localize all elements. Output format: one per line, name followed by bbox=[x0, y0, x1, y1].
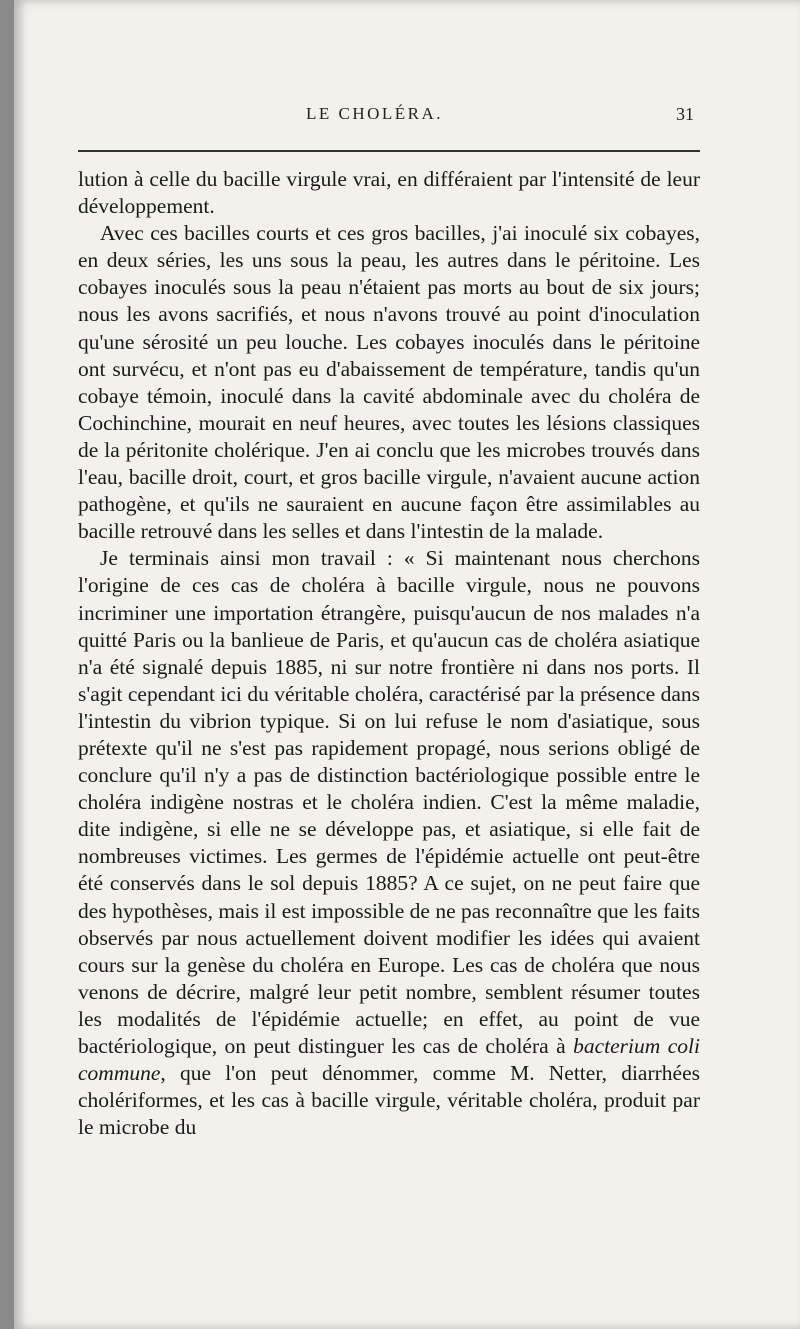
italic-term: bacterium coli commune bbox=[78, 1034, 700, 1086]
page-number: 31 bbox=[676, 104, 694, 124]
paragraph-text: , que l'on peut dénommer, comme M. Netter, diarrhées cholériformes, et les cas à bacille virgule, véritable choléra, produit par le microbe du bbox=[78, 1061, 700, 1140]
paragraph-text: Je terminais ainsi mon travail : « Si maintenant nous cherchons l'origine de ces cas de choléra à bacille virgule, nous ne pouvons incriminer une importation étrangère, puisqu'aucun de nos malades n'a quitté Paris ou la banlieue de Paris, et qu'aucun cas de choléra asiatique n'a été signalé depuis 1885, ni sur notre frontière ni dans nos ports. Il s'agit cependant ici du véritable choléra, caractérisé par la présence dans l'intestin du vibrion typique. Si on lui refuse le nom d'asiatique, sous prétexte qu'il ne s'est pas rapidement propagé, nous serions obligé de conclure qu'il n'y a pas de distinction bactériologique possible entre le choléra indigène nostras et le choléra indien. C'est la même maladie, dite indigène, si elle ne se développe pas, et asiatique, si elle fait de nombreuses victimes. Les germes de l'épidémie actuelle ont peut-être été conservés dans le sol depuis 1885? A ce sujet, on ne peut faire que des hypothèses, mais il est impossible de ne pas reconnaître que les faits observés par nous actuellement doivent modifier les idées qui avaient cours sur la genèse du choléra en Europe. Les cas de choléra que nous venons de décrire, malgré leur petit nombre, semblent résumer toutes les modalités de l'épidémie actuelle; en effet, au point de vue bactériologique, on peut distinguer les cas de choléra à bbox=[78, 546, 700, 1058]
running-title: LE CHOLÉRA. bbox=[306, 104, 444, 123]
paragraph-text: Avec ces bacilles courts et ces gros bacilles, j'ai inoculé six cobayes, en deux séries, les uns sous la peau, les autres dans le péritoine. Les cobayes inoculés sous la peau n'étaient pas morts au bout de six jours; nous les avons sacrifiés, et nous n'avons trouvé au point d'inoculation qu'une sérosité un peu louche. Les cobayes inoculés dans le péritoine ont survécu, et n'ont pas eu d'abaissement de température, tandis qu'un cobaye témoin, inoculé dans la cavité abdominale avec du choléra de Cochinchine, mourait en neuf heures, avec toutes les lésions classiques de la péritonite cholérique. J'en ai conclu que les microbes trouvés dans l'eau, bacille droit, court, et gros bacille virgule, n'avaient aucune action pathogène, et qu'ils ne sauraient en aucune façon être assimilables au bacille retrouvé dans les selles et dans l'intestin de la malade. bbox=[78, 221, 700, 544]
paragraph-3 bbox=[78, 545, 700, 1141]
paragraph-2 bbox=[78, 220, 700, 545]
book-page bbox=[14, 0, 800, 1329]
paragraph-text: lution à celle du bacille virgule vrai, en différaient par l'intensité de leur développement. bbox=[78, 167, 700, 219]
paragraph-1 bbox=[78, 166, 700, 220]
body-text bbox=[78, 166, 700, 1141]
header-rule bbox=[78, 150, 700, 152]
